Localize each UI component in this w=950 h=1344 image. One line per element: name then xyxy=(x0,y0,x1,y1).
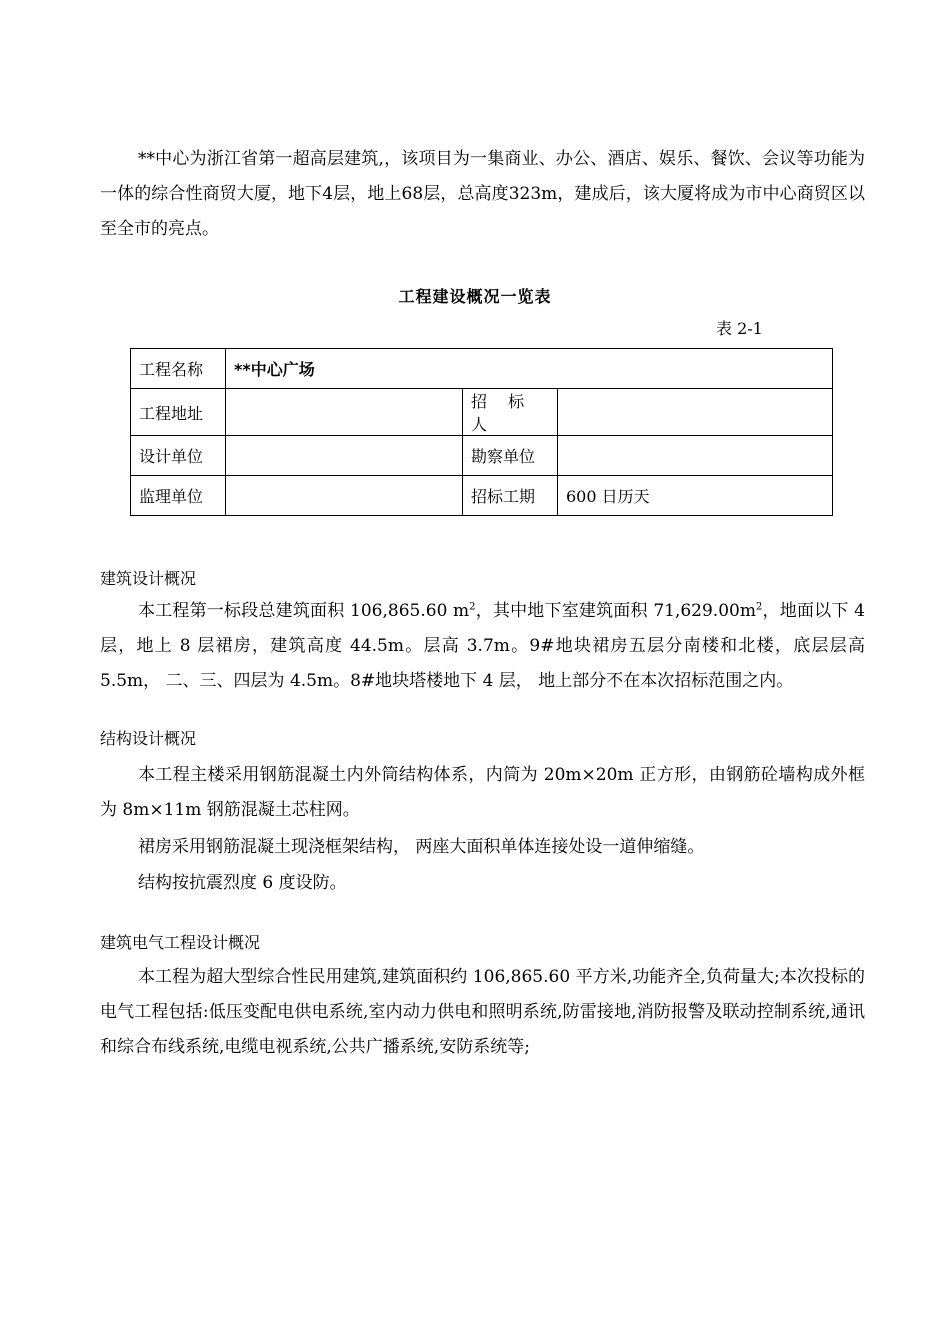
table-row xyxy=(131,349,833,389)
structure-paragraph-2: 裙房采用钢筋混凝土现浇框架结构， 两座大面积单体连接处设一道伸缩缝。 xyxy=(138,837,705,857)
table-title: 工程建设概况一览表 xyxy=(398,287,552,306)
structure-heading: 结构设计概况 xyxy=(100,729,197,748)
superscript-2: 2 xyxy=(755,601,763,613)
row-label-tenderer: 招 标 人 xyxy=(463,389,558,436)
electrical-heading: 建筑电气工程设计概况 xyxy=(100,933,261,952)
supervision-unit-value xyxy=(226,476,463,516)
project-name-value: **中心广场 xyxy=(226,349,833,389)
electrical-paragraph: 本工程为超大型综合性民用建筑,建筑面积约 106,865.60 平方米,功能齐全,负荷量大;本次投标的电气工程包括:低压变配电供电系统,室内动力供电和照明系统,防雷接地,消防报警及联动控制系统,通讯和综合布线系统,电缆电视系统,公共广播系统,安防系统等; xyxy=(100,967,865,1057)
row-label-tender-period: 招标工期 xyxy=(463,476,558,516)
tenderer-value xyxy=(558,389,833,436)
row-label-project-name: 工程名称 xyxy=(131,349,226,389)
row-label-survey-unit: 勘察单位 xyxy=(463,436,558,476)
project-address-value xyxy=(226,389,463,436)
architecture-text-b: ，其中地下室建筑面积 71,629.00m xyxy=(475,601,756,621)
tender-period-value: 600 日历天 xyxy=(558,476,833,516)
architecture-paragraph xyxy=(100,594,865,699)
row-label-design-unit: 设计单位 xyxy=(131,436,226,476)
row-label-project-address: 工程地址 xyxy=(131,389,226,436)
project-overview-table xyxy=(130,348,833,516)
table-number: 表 2-1 xyxy=(716,319,763,338)
architecture-heading: 建筑设计概况 xyxy=(100,569,197,588)
table-row xyxy=(131,389,833,436)
intro-paragraph: **中心为浙江省第一超高层建筑,，该项目为一集商业、办公、酒店、娱乐、餐饮、会议等功能为一体的综合性商贸大厦，地下4层，地上68层，总高度323m，建成后，该大厦将成为市中心商贸区以至全市的亮点。 xyxy=(100,149,865,239)
table-row xyxy=(131,436,833,476)
survey-unit-value xyxy=(558,436,833,476)
table-row xyxy=(131,476,833,516)
row-label-supervision-unit: 监理单位 xyxy=(131,476,226,516)
superscript-2: 2 xyxy=(469,601,476,613)
structure-paragraph-1: 本工程主楼采用钢筋混凝土内外筒结构体系，内筒为 20m×20m 正方形，由钢筋砼墙构成外框为 8m×11m 钢筋混凝土芯柱网。 xyxy=(100,765,865,820)
structure-paragraph-3: 结构按抗震烈度 6 度设防。 xyxy=(138,873,347,893)
design-unit-value xyxy=(226,436,463,476)
architecture-text-c: ，地面以下 4 层，地上 8 层裙房，建筑高度 44.5m。层高 3.7m。9#地块裙房五层分南楼和北楼，底层层高 5.5m， 二、三、四层为 4.5m。8#地块塔楼地下 4 层， 地上部分不在本次招标范围之内。 xyxy=(100,601,865,691)
architecture-text-a: 本工程第一标段总建筑面积 106,865.60 m xyxy=(138,601,470,621)
